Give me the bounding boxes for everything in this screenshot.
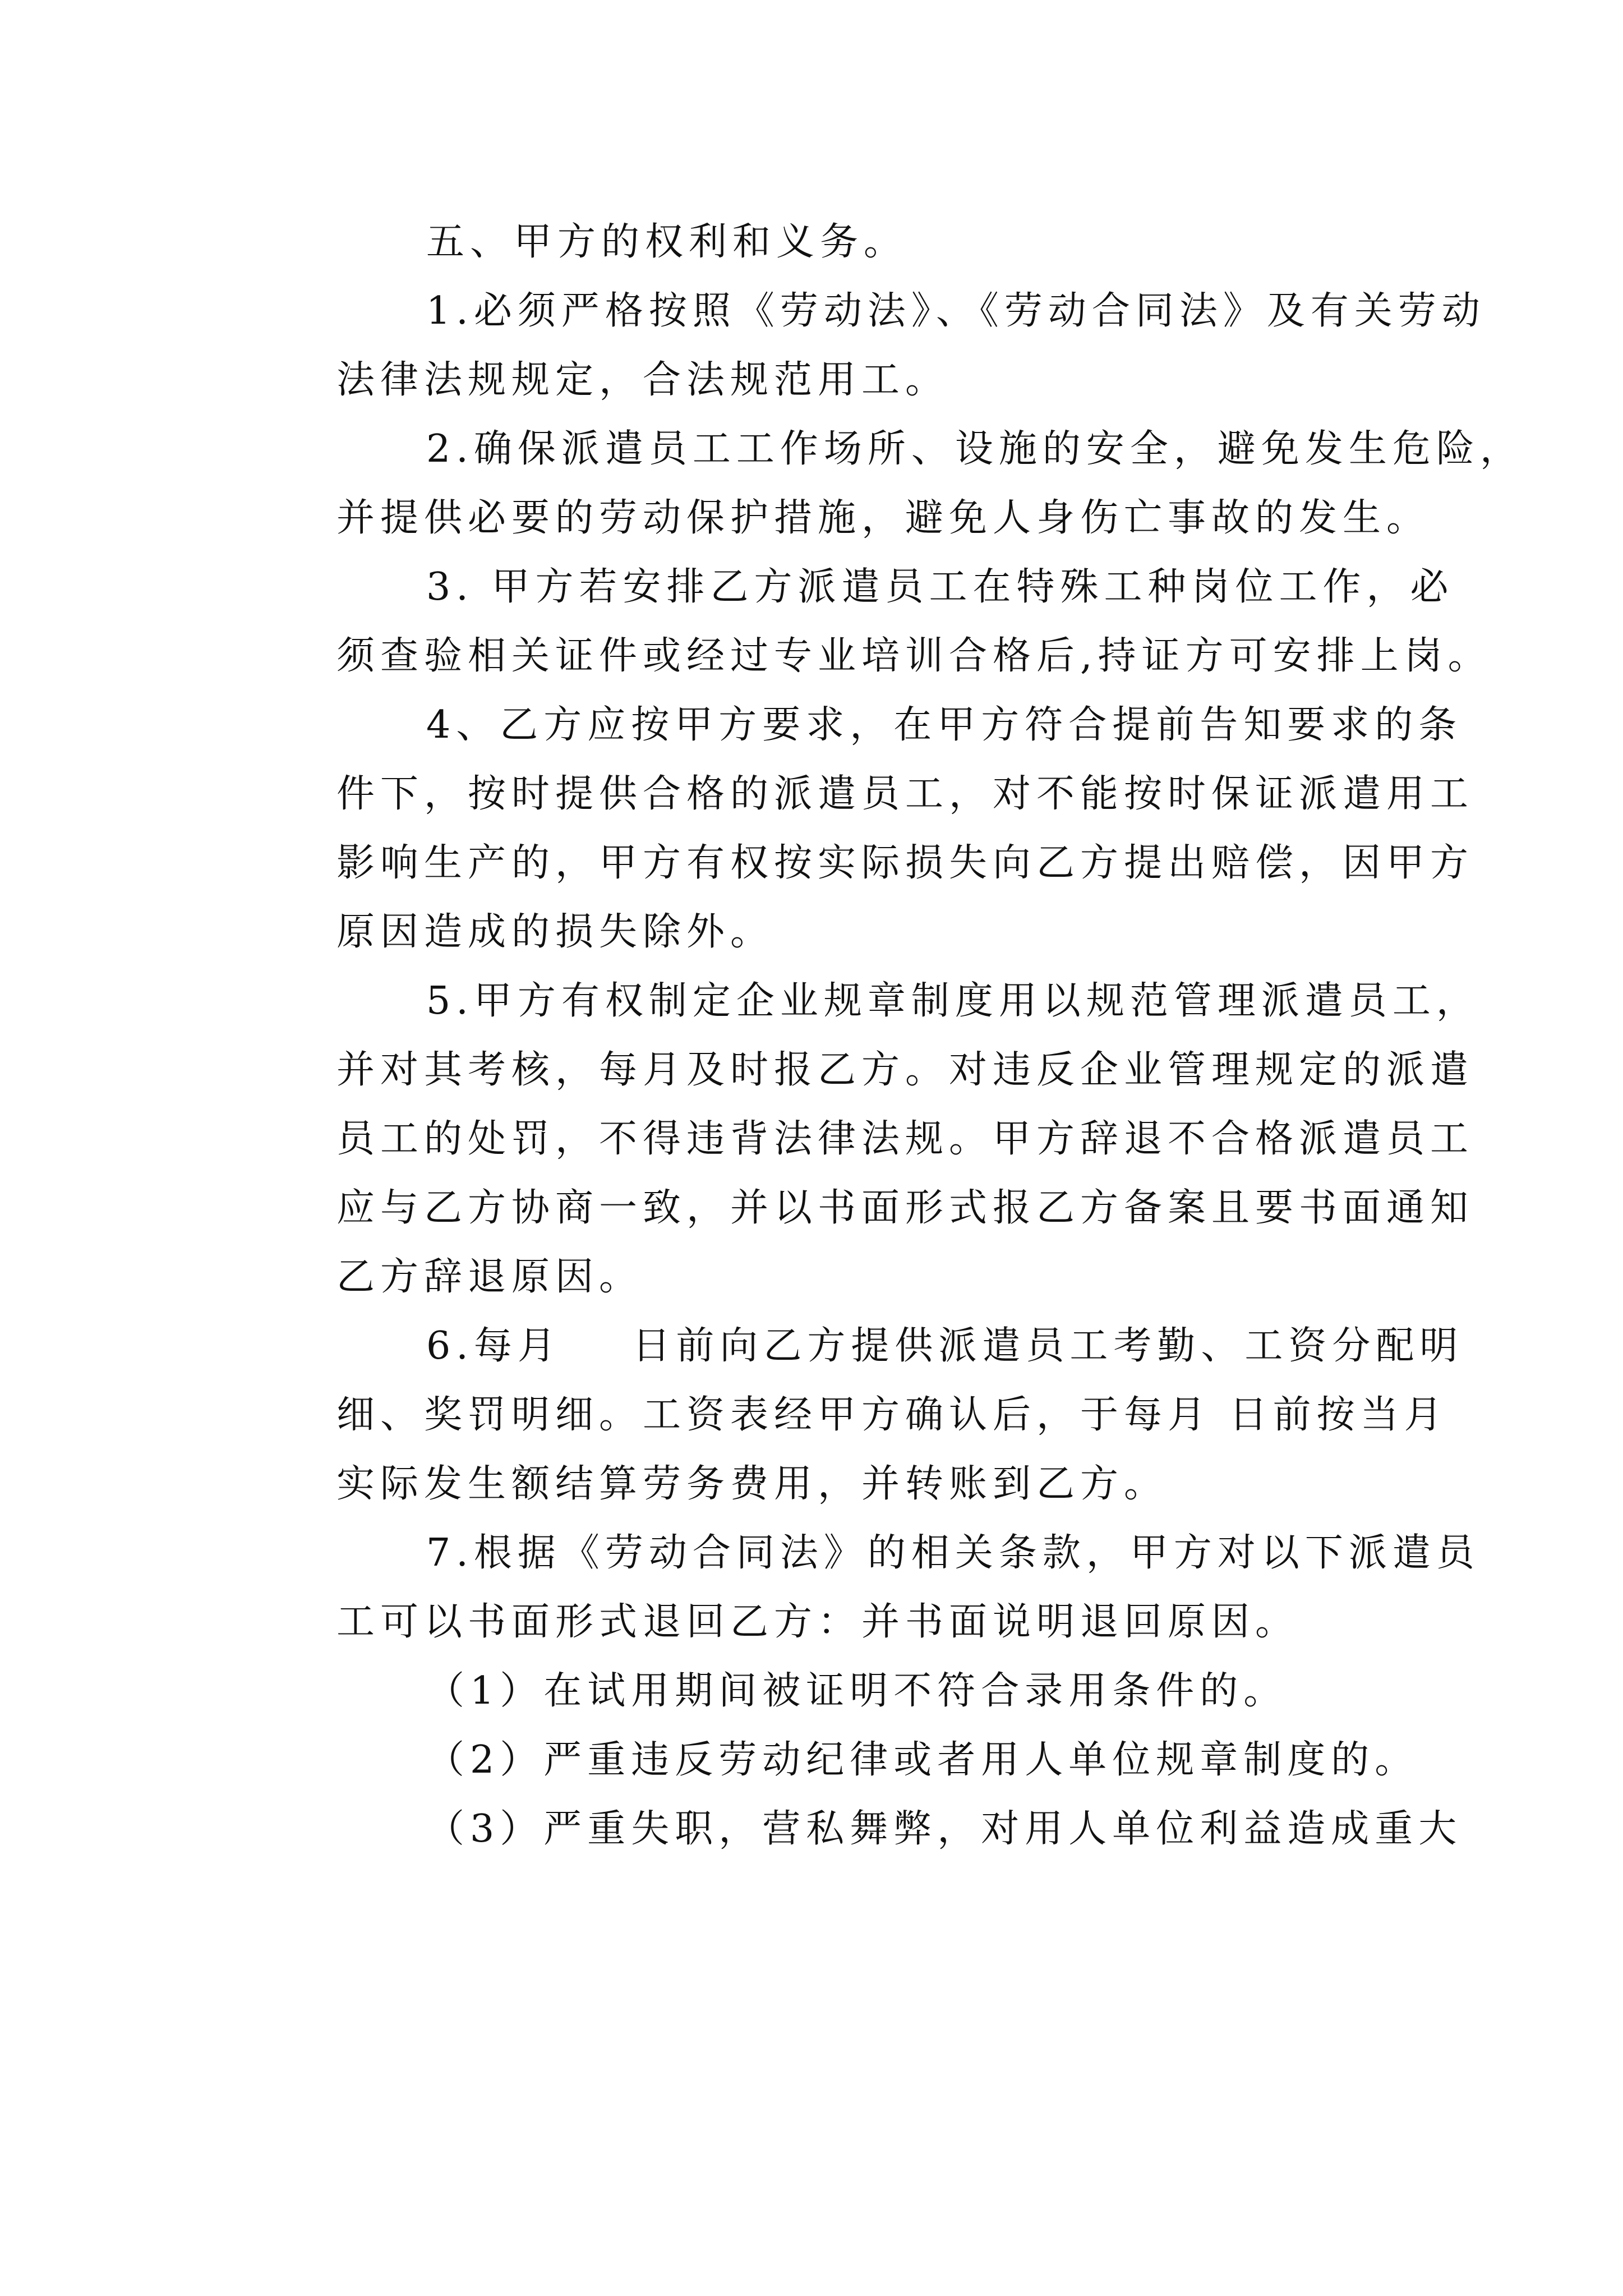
text-line: 法律法规规定，合法规范用工。 — [336, 358, 949, 402]
clause-7-sub-2 — [247, 1726, 1419, 1795]
text-line: 并对其考核，每月及时报乙方。对违反企业管理规定的派遣 — [336, 1048, 1474, 1092]
text-line: 5.甲方有权制定企业规章制度用以规范管理派遣员工， — [426, 979, 1480, 1023]
text-line: 7.根据《劳动合同法》的相关条款，甲方对以下派遣员 — [426, 1531, 1480, 1575]
text-line: （2）严重违反劳动纪律或者用人单位规章制度的。 — [426, 1738, 1419, 1782]
clause-3 — [247, 553, 1492, 691]
text-line: 应与乙方协商一致，并以书面形式报乙方备案且要书面通知 — [336, 1186, 1474, 1230]
text-line: 件下，按时提供合格的派遣员工，对不能按时保证派遣用工 — [336, 772, 1474, 816]
text-line: 影响生产的，甲方有权按实际损失向乙方提出赔偿，因甲方 — [336, 841, 1474, 885]
clause-7 — [247, 1519, 1480, 1657]
text-line: 6.每月 日前向乙方提供派遣员工考勤、工资分配明 — [426, 1324, 1464, 1368]
document-body — [247, 208, 1524, 1864]
text-line: 工可以书面形式退回乙方：并书面说明退回原因。 — [336, 1600, 1299, 1644]
text-line: （1）在试用期间被证明不符合录用条件的。 — [426, 1669, 1288, 1713]
text-line: （3）严重失职，营私舞弊，对用人单位利益造成重大 — [426, 1807, 1463, 1851]
clause-7-sub-1 — [247, 1657, 1388, 1726]
text-line: 五、甲方的权利和义务。 — [426, 220, 908, 264]
clause-6 — [247, 1312, 1464, 1519]
text-line: 原因造成的损失除外。 — [336, 910, 774, 954]
text-line: 4、乙方应按甲方要求，在甲方符合提前告知要求的条 — [426, 703, 1463, 747]
clause-2 — [247, 415, 1524, 553]
clause-5 — [247, 967, 1480, 1312]
text-line: 实际发生额结算劳务费用，并转账到乙方。 — [336, 1462, 1168, 1506]
text-line: 1.必须严格按照《劳动法》、《劳动合同法》及有关劳动 — [426, 289, 1486, 333]
section-heading — [247, 208, 1388, 277]
text-line: 3. 甲方若安排乙方派遣员工在特殊工种岗位工作，必 — [426, 565, 1454, 609]
text-line: 细、奖罚明细。工资表经甲方确认后，于每月 日前按当月 — [336, 1393, 1448, 1437]
text-line: 乙方辞退原因。 — [336, 1255, 643, 1299]
text-line: 2.确保派遣员工工作场所、设施的安全，避免发生危险， — [426, 427, 1524, 471]
text-line: 员工的处罚，不得违背法律法规。甲方辞退不合格派遣员工 — [336, 1117, 1474, 1161]
text-line: 并提供必要的劳动保护措施，避免人身伤亡事故的发生。 — [336, 496, 1431, 540]
clause-4 — [247, 691, 1474, 967]
text-line: 须查验相关证件或经过专业培训合格后,持证方可安排上岗。 — [336, 634, 1492, 678]
clause-7-sub-3 — [247, 1795, 1463, 1864]
clause-1 — [247, 277, 1486, 415]
